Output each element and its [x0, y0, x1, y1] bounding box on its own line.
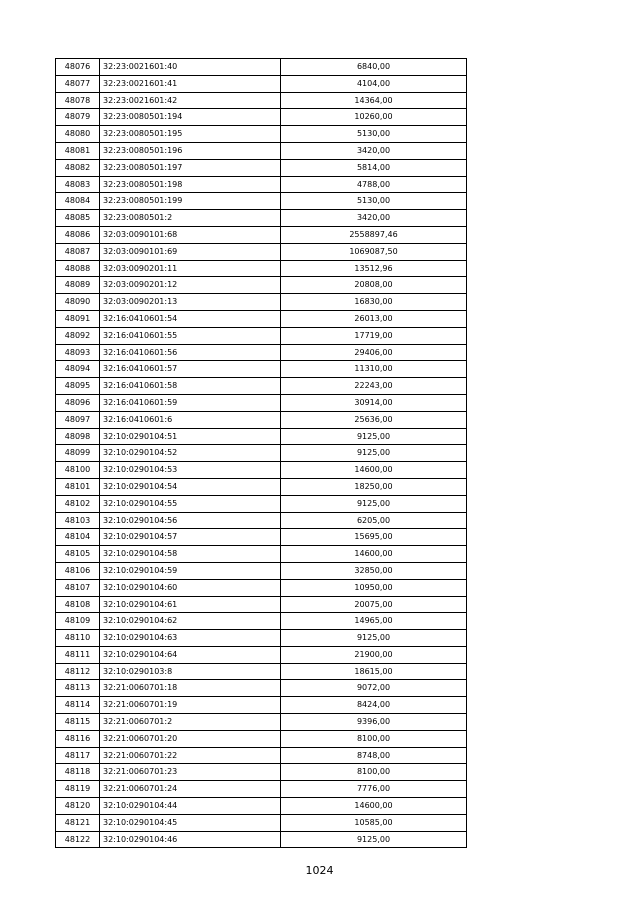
- row-number-cell: 48092: [56, 327, 100, 344]
- table-row: [56, 495, 467, 512]
- cadastral-number-cell: 32:16:0410601:57: [100, 361, 281, 378]
- cadastral-number-cell: 32:03:0090101:68: [100, 226, 281, 243]
- cadastral-number-cell: 32:10:0290104:58: [100, 546, 281, 563]
- cadastral-number-cell: 32:10:0290104:51: [100, 428, 281, 445]
- cadastral-number-cell: 32:21:0060701:20: [100, 730, 281, 747]
- cadastral-number-cell: 32:10:0290104:57: [100, 529, 281, 546]
- table-row: [56, 562, 467, 579]
- value-cell: 2558897,46: [281, 226, 467, 243]
- value-cell: 10260,00: [281, 109, 467, 126]
- row-number-cell: 48102: [56, 495, 100, 512]
- row-number-cell: 48107: [56, 579, 100, 596]
- cadastral-number-cell: 32:10:0290104:45: [100, 814, 281, 831]
- cadastral-value-table: [55, 58, 467, 848]
- row-number-cell: 48113: [56, 680, 100, 697]
- table-row: [56, 411, 467, 428]
- value-cell: 5130,00: [281, 193, 467, 210]
- cadastral-number-cell: 32:10:0290104:63: [100, 630, 281, 647]
- table-row: [56, 445, 467, 462]
- cadastral-number-cell: 32:03:0090201:11: [100, 260, 281, 277]
- table-row: [56, 428, 467, 445]
- row-number-cell: 48118: [56, 764, 100, 781]
- value-cell: 10585,00: [281, 814, 467, 831]
- value-cell: 5814,00: [281, 159, 467, 176]
- cadastral-number-cell: 32:23:0080501:198: [100, 176, 281, 193]
- row-number-cell: 48095: [56, 378, 100, 395]
- value-cell: 14364,00: [281, 92, 467, 109]
- cadastral-number-cell: 32:16:0410601:56: [100, 344, 281, 361]
- table-row: [56, 831, 467, 848]
- value-cell: 13512,96: [281, 260, 467, 277]
- row-number-cell: 48111: [56, 646, 100, 663]
- row-number-cell: 48122: [56, 831, 100, 848]
- row-number-cell: 48112: [56, 663, 100, 680]
- value-cell: 20808,00: [281, 277, 467, 294]
- table-row: [56, 126, 467, 143]
- value-cell: 21900,00: [281, 646, 467, 663]
- cadastral-number-cell: 32:21:0060701:2: [100, 714, 281, 731]
- row-number-cell: 48076: [56, 59, 100, 76]
- cadastral-number-cell: 32:23:0021601:41: [100, 75, 281, 92]
- row-number-cell: 48119: [56, 781, 100, 798]
- value-cell: 9072,00: [281, 680, 467, 697]
- cadastral-number-cell: 32:10:0290104:52: [100, 445, 281, 462]
- cadastral-number-cell: 32:16:0410601:55: [100, 327, 281, 344]
- table-row: [56, 310, 467, 327]
- cadastral-number-cell: 32:03:0090201:12: [100, 277, 281, 294]
- value-cell: 17719,00: [281, 327, 467, 344]
- value-cell: 3420,00: [281, 142, 467, 159]
- value-cell: 9396,00: [281, 714, 467, 731]
- table-row: [56, 680, 467, 697]
- table-row: [56, 210, 467, 227]
- row-number-cell: 48090: [56, 294, 100, 311]
- value-cell: 8100,00: [281, 730, 467, 747]
- table-row: [56, 277, 467, 294]
- row-number-cell: 48079: [56, 109, 100, 126]
- value-cell: 10950,00: [281, 579, 467, 596]
- cadastral-number-cell: 32:10:0290104:44: [100, 798, 281, 815]
- value-cell: 8424,00: [281, 697, 467, 714]
- table-row: [56, 747, 467, 764]
- table-row: [56, 478, 467, 495]
- row-number-cell: 48097: [56, 411, 100, 428]
- table-row: [56, 798, 467, 815]
- value-cell: 15695,00: [281, 529, 467, 546]
- table-row: [56, 613, 467, 630]
- value-cell: 26013,00: [281, 310, 467, 327]
- value-cell: 9125,00: [281, 495, 467, 512]
- cadastral-number-cell: 32:03:0090201:13: [100, 294, 281, 311]
- value-cell: 22243,00: [281, 378, 467, 395]
- value-cell: 30914,00: [281, 394, 467, 411]
- value-cell: 11310,00: [281, 361, 467, 378]
- row-number-cell: 48101: [56, 478, 100, 495]
- row-number-cell: 48099: [56, 445, 100, 462]
- row-number-cell: 48094: [56, 361, 100, 378]
- row-number-cell: 48093: [56, 344, 100, 361]
- cadastral-number-cell: 32:16:0410601:54: [100, 310, 281, 327]
- cadastral-number-cell: 32:10:0290104:46: [100, 831, 281, 848]
- table-row: [56, 260, 467, 277]
- value-cell: 3420,00: [281, 210, 467, 227]
- table-row: [56, 109, 467, 126]
- table-row: [56, 546, 467, 563]
- row-number-cell: 48115: [56, 714, 100, 731]
- row-number-cell: 48088: [56, 260, 100, 277]
- table-row: [56, 294, 467, 311]
- table-row: [56, 59, 467, 76]
- cadastral-number-cell: 32:10:0290103:8: [100, 663, 281, 680]
- table-row: [56, 327, 467, 344]
- table-row: [56, 378, 467, 395]
- row-number-cell: 48084: [56, 193, 100, 210]
- value-cell: 18615,00: [281, 663, 467, 680]
- cadastral-number-cell: 32:23:0021601:42: [100, 92, 281, 109]
- table-row: [56, 646, 467, 663]
- table-row: [56, 176, 467, 193]
- table-row: [56, 361, 467, 378]
- cadastral-number-cell: 32:16:0410601:58: [100, 378, 281, 395]
- cadastral-number-cell: 32:10:0290104:54: [100, 478, 281, 495]
- value-cell: 25636,00: [281, 411, 467, 428]
- cadastral-number-cell: 32:21:0060701:19: [100, 697, 281, 714]
- table-row: [56, 764, 467, 781]
- row-number-cell: 48089: [56, 277, 100, 294]
- value-cell: 20075,00: [281, 596, 467, 613]
- table-row: [56, 142, 467, 159]
- value-cell: 8748,00: [281, 747, 467, 764]
- table-row: [56, 697, 467, 714]
- row-number-cell: 48087: [56, 243, 100, 260]
- row-number-cell: 48100: [56, 462, 100, 479]
- row-number-cell: 48110: [56, 630, 100, 647]
- table-row: [56, 781, 467, 798]
- page-number: 1024: [305, 864, 334, 877]
- value-cell: 6205,00: [281, 512, 467, 529]
- row-number-cell: 48114: [56, 697, 100, 714]
- value-cell: 9125,00: [281, 428, 467, 445]
- table-row: [56, 814, 467, 831]
- cadastral-number-cell: 32:21:0060701:23: [100, 764, 281, 781]
- value-cell: 8100,00: [281, 764, 467, 781]
- value-cell: 16830,00: [281, 294, 467, 311]
- table-row: [56, 193, 467, 210]
- row-number-cell: 48082: [56, 159, 100, 176]
- table-row: [56, 75, 467, 92]
- cadastral-number-cell: 32:23:0021601:40: [100, 59, 281, 76]
- cadastral-number-cell: 32:16:0410601:59: [100, 394, 281, 411]
- row-number-cell: 48098: [56, 428, 100, 445]
- table-row: [56, 663, 467, 680]
- row-number-cell: 48106: [56, 562, 100, 579]
- table-row: [56, 579, 467, 596]
- row-number-cell: 48109: [56, 613, 100, 630]
- row-number-cell: 48117: [56, 747, 100, 764]
- table-row: [56, 529, 467, 546]
- row-number-cell: 48091: [56, 310, 100, 327]
- table-row: [56, 344, 467, 361]
- cadastral-number-cell: 32:10:0290104:64: [100, 646, 281, 663]
- cadastral-number-cell: 32:10:0290104:61: [100, 596, 281, 613]
- cadastral-number-cell: 32:23:0080501:199: [100, 193, 281, 210]
- cadastral-number-cell: 32:16:0410601:6: [100, 411, 281, 428]
- value-cell: 9125,00: [281, 630, 467, 647]
- cadastral-number-cell: 32:10:0290104:59: [100, 562, 281, 579]
- cadastral-number-cell: 32:21:0060701:18: [100, 680, 281, 697]
- value-cell: 14600,00: [281, 546, 467, 563]
- cadastral-number-cell: 32:10:0290104:55: [100, 495, 281, 512]
- table-row: [56, 512, 467, 529]
- table-row: [56, 462, 467, 479]
- row-number-cell: 48078: [56, 92, 100, 109]
- row-number-cell: 48085: [56, 210, 100, 227]
- cadastral-number-cell: 32:10:0290104:62: [100, 613, 281, 630]
- row-number-cell: 48080: [56, 126, 100, 143]
- row-number-cell: 48086: [56, 226, 100, 243]
- value-cell: 18250,00: [281, 478, 467, 495]
- cadastral-number-cell: 32:21:0060701:24: [100, 781, 281, 798]
- table-row: [56, 226, 467, 243]
- row-number-cell: 48105: [56, 546, 100, 563]
- table-body: [56, 59, 467, 848]
- cadastral-number-cell: 32:10:0290104:53: [100, 462, 281, 479]
- cadastral-number-cell: 32:23:0080501:2: [100, 210, 281, 227]
- row-number-cell: 48104: [56, 529, 100, 546]
- row-number-cell: 48108: [56, 596, 100, 613]
- table-row: [56, 714, 467, 731]
- value-cell: 7776,00: [281, 781, 467, 798]
- table-row: [56, 159, 467, 176]
- value-cell: 14965,00: [281, 613, 467, 630]
- value-cell: 9125,00: [281, 445, 467, 462]
- table-row: [56, 92, 467, 109]
- table-row: [56, 243, 467, 260]
- cadastral-number-cell: 32:03:0090101:69: [100, 243, 281, 260]
- row-number-cell: 48120: [56, 798, 100, 815]
- row-number-cell: 48121: [56, 814, 100, 831]
- table-row: [56, 596, 467, 613]
- table-row: [56, 730, 467, 747]
- cadastral-number-cell: 32:10:0290104:56: [100, 512, 281, 529]
- value-cell: 1069087,50: [281, 243, 467, 260]
- row-number-cell: 48081: [56, 142, 100, 159]
- table-row: [56, 394, 467, 411]
- value-cell: 6840,00: [281, 59, 467, 76]
- row-number-cell: 48077: [56, 75, 100, 92]
- value-cell: 5130,00: [281, 126, 467, 143]
- value-cell: 14600,00: [281, 798, 467, 815]
- cadastral-number-cell: 32:21:0060701:22: [100, 747, 281, 764]
- value-cell: 29406,00: [281, 344, 467, 361]
- cadastral-number-cell: 32:23:0080501:195: [100, 126, 281, 143]
- row-number-cell: 48116: [56, 730, 100, 747]
- row-number-cell: 48096: [56, 394, 100, 411]
- table-row: [56, 630, 467, 647]
- row-number-cell: 48083: [56, 176, 100, 193]
- cadastral-number-cell: 32:10:0290104:60: [100, 579, 281, 596]
- value-cell: 4788,00: [281, 176, 467, 193]
- cadastral-number-cell: 32:23:0080501:197: [100, 159, 281, 176]
- row-number-cell: 48103: [56, 512, 100, 529]
- cadastral-number-cell: 32:23:0080501:196: [100, 142, 281, 159]
- value-cell: 32850,00: [281, 562, 467, 579]
- value-cell: 14600,00: [281, 462, 467, 479]
- value-cell: 9125,00: [281, 831, 467, 848]
- value-cell: 4104,00: [281, 75, 467, 92]
- cadastral-number-cell: 32:23:0080501:194: [100, 109, 281, 126]
